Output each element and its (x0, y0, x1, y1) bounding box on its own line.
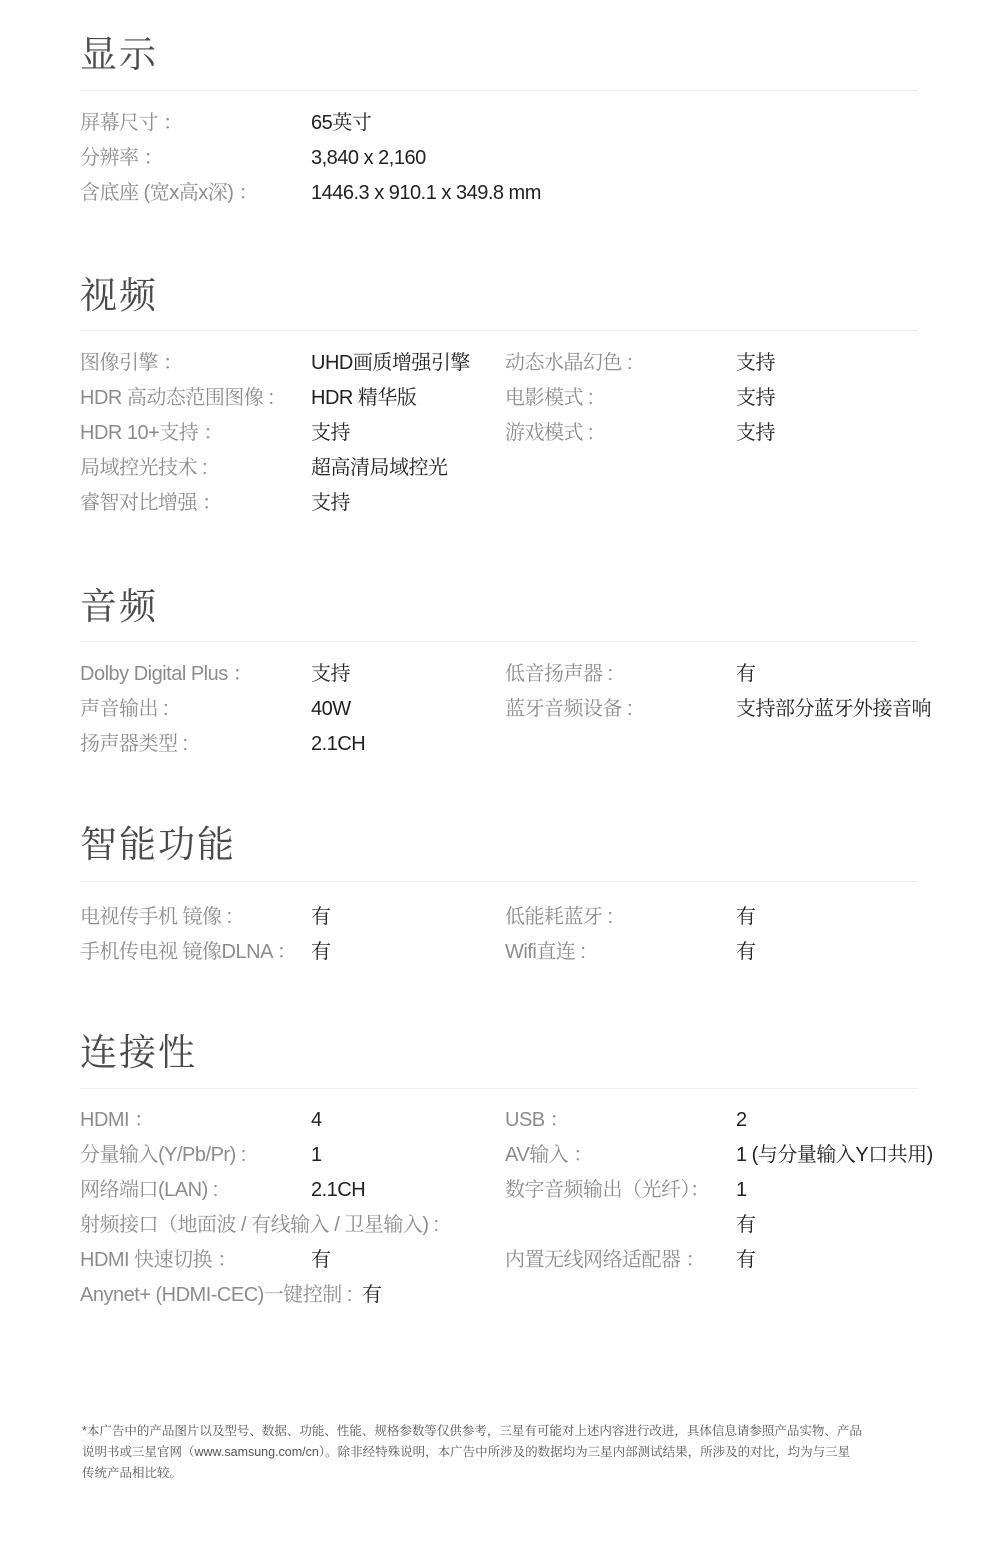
spec-label: 手机传电视 镜像DLNA ： (80, 941, 297, 963)
spec-row (80, 106, 960, 141)
spec-label: 含底座 (宽x高x深) ： (80, 182, 258, 204)
spec-value: 40W (311, 698, 351, 720)
spec-value: 有 (311, 906, 331, 928)
spec-row (80, 727, 960, 762)
spec-value: 2 (736, 1109, 747, 1131)
spec-label: HDMI ： (80, 1109, 154, 1131)
spec-value: 有 (362, 1284, 382, 1306)
spec-label: USB ： (505, 1109, 570, 1131)
spec-label: 电视传手机 镜像 : (80, 906, 232, 928)
spec-value: 2.1CH (311, 1179, 366, 1201)
spec-value: 支持 (311, 663, 350, 685)
spec-row (80, 141, 960, 176)
spec-label: 射频接口（地面波 / 有线输入 / 卫星输入) : (80, 1214, 439, 1236)
display-spec-list (80, 106, 960, 211)
section-divider (80, 90, 918, 91)
spec-value: HDR 精华版 (311, 387, 417, 409)
spec-row (80, 346, 960, 381)
audio-spec-list (80, 657, 960, 762)
spec-value: UHD画质增强引擎 (311, 352, 470, 374)
spec-label: Dolby Digital Plus ： (80, 663, 253, 685)
spec-row (80, 935, 960, 970)
spec-row (80, 451, 960, 486)
spec-value: 有 (736, 1214, 756, 1236)
spec-value: 65英寸 (311, 112, 372, 134)
spec-label: 蓝牙音频设备 : (505, 698, 633, 720)
spec-row (80, 381, 960, 416)
spec-label: 动态水晶幻色 : (505, 352, 633, 374)
audio-section (80, 586, 931, 755)
spec-value: 有 (736, 1249, 756, 1271)
spec-row (80, 1103, 960, 1138)
spec-label: 图像引擎 ： (80, 352, 183, 374)
spec-label: Anynet+ (HDMI-CEC)一键控制 : (80, 1284, 352, 1306)
spec-value: 4 (311, 1109, 322, 1131)
spec-label: HDR 高动态范围图像 : (80, 387, 274, 409)
spec-value: 支持 (311, 422, 350, 444)
spec-value: 有 (311, 941, 331, 963)
spec-label: 扬声器类型 : (80, 733, 188, 755)
spec-value: 1 (736, 1179, 747, 1201)
section-divider (80, 330, 918, 331)
spec-value: 有 (736, 906, 756, 928)
spec-row (80, 176, 960, 211)
spec-value: 支持 (311, 492, 350, 514)
spec-row (80, 1138, 960, 1173)
spec-label: AV输入 ： (505, 1144, 593, 1166)
smart-section (80, 824, 918, 963)
display-section (80, 34, 918, 204)
spec-value: 1 (与分量输入Y口共用) (736, 1144, 933, 1166)
spec-row (80, 1278, 960, 1313)
spec-label: 游戏模式 : (505, 422, 594, 444)
spec-value: 支持部分蓝牙外接音响 (736, 698, 931, 720)
spec-value: 1446.3 x 910.1 x 349.8 mm (311, 182, 541, 204)
spec-label: 睿智对比增强 ： (80, 492, 222, 514)
section-divider (80, 1088, 918, 1089)
spec-label: 电影模式 : (505, 387, 594, 409)
spec-value: 支持 (736, 352, 775, 374)
spec-value: 超高清局域控光 (311, 457, 448, 479)
spec-value: 有 (736, 941, 756, 963)
spec-label: HDMI 快速切换 ： (80, 1249, 237, 1271)
spec-row (80, 1243, 960, 1278)
spec-label: HDR 10+支持 ： (80, 422, 223, 444)
spec-row (80, 486, 960, 521)
spec-label: 数字音频输出（光纤）： (505, 1179, 710, 1201)
display-section-title: 显示 (80, 34, 158, 75)
audio-section-title: 音频 (80, 586, 158, 627)
spec-value: 2.1CH (311, 733, 366, 755)
video-section (80, 275, 918, 514)
spec-row (80, 657, 960, 692)
spec-value: 支持 (736, 387, 775, 409)
connectivity-section (80, 1032, 933, 1306)
spec-value: 1 (311, 1144, 322, 1166)
section-divider (80, 641, 918, 642)
connectivity-spec-list (80, 1103, 960, 1313)
spec-row (80, 900, 960, 935)
spec-row (80, 692, 960, 727)
video-spec-list (80, 346, 960, 521)
spec-label: 分辨率 ： (80, 147, 164, 169)
spec-label: 低音扬声器 : (505, 663, 613, 685)
spec-value: 有 (311, 1249, 331, 1271)
spec-label: 内置无线网络适配器 ： (505, 1249, 706, 1271)
video-section-title: 视频 (80, 275, 158, 316)
spec-row (80, 1208, 960, 1243)
disclaimer-text: *本广告中的产品图片以及型号、数据、功能、性能、规格参数等仅供参考，三星有可能对上述内容进行改进，具体信息请参照产品实物、产品说明书或三星官网（www.samsung.com/cn）。除非经特殊说明，本广告中所涉及的数据均为三星内部测试结果，所涉及的对比，均为与三星传统产品相比较。 (82, 1424, 862, 1480)
spec-value: 3,840 x 2,160 (311, 147, 426, 169)
spec-label: 低能耗蓝牙 : (505, 906, 613, 928)
spec-value: 支持 (736, 422, 775, 444)
spec-label: 分量输入(Y/Pb/Pr) : (80, 1144, 246, 1166)
section-divider (80, 881, 918, 882)
smart-section-title: 智能功能 (80, 824, 236, 865)
smart-spec-list (80, 900, 960, 970)
spec-label: 网络端口(LAN) : (80, 1179, 218, 1201)
spec-row (80, 1173, 960, 1208)
connectivity-section-title: 连接性 (80, 1032, 197, 1073)
spec-label: 声音输出 : (80, 698, 169, 720)
spec-value: 有 (736, 663, 756, 685)
spec-label: 屏幕尺寸 ： (80, 112, 183, 134)
spec-row (80, 416, 960, 451)
spec-label: Wifi直连 : (505, 941, 586, 963)
spec-label: 局域控光技术 : (80, 457, 208, 479)
